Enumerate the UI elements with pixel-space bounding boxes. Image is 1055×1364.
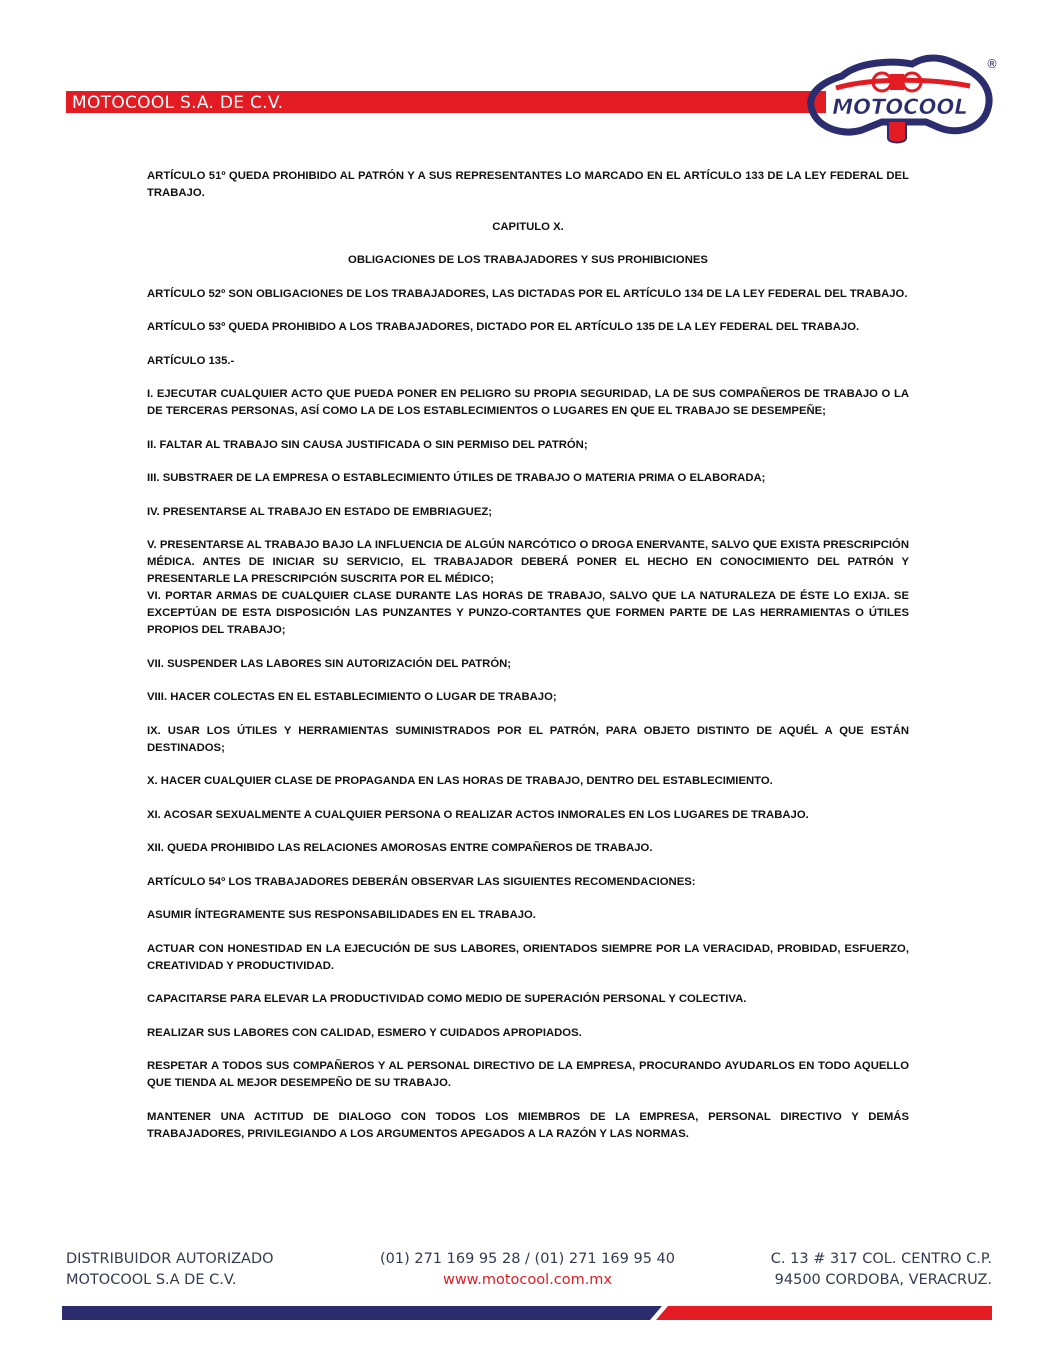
footer-stripe-red (656, 1306, 992, 1320)
article-51: ARTÍCULO 51º QUEDA PROHIBIDO AL PATRÓN Y A SUS REPRESENTANTES LO MARCADO EN EL ARTÍCULO 133 DE LA LEY FEDERAL DEL TRABAJO. (147, 170, 909, 199)
item-vii: VII. SUSPENDER LAS LABORES SIN AUTORIZACIÓN DEL PATRÓN; (147, 657, 512, 670)
footer-phones: (01) 271 169 95 28 / (01) 271 169 95 40 (379, 1251, 675, 1267)
recommendation-3: CAPACITARSE PARA ELEVAR LA PRODUCTIVIDAD COMO MEDIO DE SUPERACIÓN PERSONAL Y COLECTIVA. (147, 993, 747, 1005)
footer-address-line1: C. 13 # 317 COL. CENTRO C.P. (770, 1251, 992, 1267)
recommendation-5: RESPETAR A TODOS SUS COMPAÑEROS Y AL PERSONAL DIRECTIVO DE LA EMPRESA, PROCURANDO AYUDARLOS EN TODO AQUELLO QUE TIENDA AL MEJOR DESEMPEÑO DE SU TRABAJO. (147, 1060, 909, 1089)
chapter-title: OBLIGACIONES DE LOS TRABAJADORES Y SUS PROHIBICIONES (348, 254, 708, 266)
item-v: V. PRESENTARSE AL TRABAJO BAJO LA INFLUENCIA DE ALGÚN NARCÓTICO O DROGA ENERVANTE, SALVO QUE EXISTA PRESCRIPCIÓN MÉDICA. ANTES DE INICIAR SU SERVICIO, EL TRABAJADOR DEBERÁ PONER EL HECHO EN CONOCIMIENTO DEL PATRÓN Y PRESENTARLE LA PRESCRIPCIÓN SUSCRITA POR EL MÉDICO; (147, 539, 909, 585)
item-ix: IX. USAR LOS ÚTILES Y HERRAMIENTAS SUMINISTRADOS POR EL PATRÓN, PARA OBJETO DISTINTO DE AQUÉL A QUE ESTÁN DESTINADOS; (147, 724, 909, 754)
document-body (147, 168, 909, 1159)
recommendation-6: MANTENER UNA ACTITUD DE DIALOGO CON TODOS LOS MIEMBROS DE LA EMPRESA, PERSONAL DIRECTIVO Y DEMÁS TRABAJADORES, PRIVILEGIANDO A LOS ARGUMENTOS APEGADOS A LA RAZÓN Y LAS NORMAS. (147, 1110, 909, 1140)
footer-address (700, 1249, 992, 1291)
footer-website-link[interactable]: www.motocool.com.mx (442, 1272, 613, 1288)
footer-address-line2: 94500 CORDOBA, VERACRUZ. (774, 1272, 992, 1288)
footer-stripe (62, 1306, 992, 1320)
company-name-header: MOTOCOOL S.A. DE C.V. (72, 93, 284, 113)
logo-fork (888, 122, 906, 143)
item-vi: VI. PORTAR ARMAS DE CUALQUIER CLASE DURANTE LAS HORAS DE TRABAJO, SALVO QUE LA NATURALEZA DE ÉSTE LO EXIJA. SE EXCEPTÚAN DE ESTA DISPOSICIÓN LAS PUNZANTES Y PUNZO-CORTANTES QUE FORMEN PARTE DE LAS HERRAMIENTAS O ÚTILES PROPIOS DEL TRABAJO; (147, 590, 909, 636)
footer-distributor (66, 1249, 274, 1291)
chapter-heading: CAPITULO X. (492, 220, 564, 233)
logo-engine-block (890, 74, 904, 90)
article-53: ARTÍCULO 53º QUEDA PROHIBIDO A LOS TRABAJADORES, DICTADO POR EL ARTÍCULO 135 DE LA LEY FEDERAL DEL TRABAJO. (147, 321, 860, 333)
article-52: ARTÍCULO 52º SON OBLIGACIONES DE LOS TRABAJADORES, LAS DICTADAS POR EL ARTÍCULO 134 DE LA LEY FEDERAL DEL TRABAJO. (147, 287, 908, 300)
footer-stripe-navy (62, 1306, 662, 1320)
item-iii: III. SUBSTRAER DE LA EMPRESA O ESTABLECIMIENTO ÚTILES DE TRABAJO O MATERIA PRIMA O ELABORADA; (147, 472, 766, 484)
item-x: X. HACER CUALQUIER CLASE DE PROPAGANDA EN LAS HORAS DE TRABAJO, DENTRO DEL ESTABLECIMIENTO. (147, 775, 773, 787)
article-54: ARTÍCULO 54º LOS TRABAJADORES DEBERÁN OBSERVAR LAS SIGUIENTES RECOMENDACIONES: (147, 875, 696, 888)
article-135-heading: ARTÍCULO 135.- (147, 354, 235, 367)
item-ii: II. FALTAR AL TRABAJO SIN CAUSA JUSTIFICADA O SIN PERMISO DEL PATRÓN; (147, 438, 588, 451)
logo-wordmark: MOTOCOOL (832, 95, 968, 119)
item-xii: XII. QUEDA PROHIBIDO LAS RELACIONES AMOROSAS ENTRE COMPAÑEROS DE TRABAJO. (147, 842, 653, 854)
footer-contact (330, 1249, 725, 1291)
recommendation-4: REALIZAR SUS LABORES CON CALIDAD, ESMERO Y CUIDADOS APROPIADOS. (147, 1026, 582, 1039)
recommendation-1: ASUMIR ÍNTEGRAMENTE SUS RESPONSABILIDADES EN EL TRABAJO. (147, 909, 536, 921)
item-xi: XI. ACOSAR SEXUALMENTE A CUALQUIER PERSONA O REALIZAR ACTOS INMORALES EN LOS LUGARES DE TRABAJO. (147, 808, 809, 821)
recommendation-2: ACTUAR CON HONESTIDAD EN LA EJECUCIÓN DE SUS LABORES, ORIENTADOS SIEMPRE POR LA VERACIDAD, PROBIDAD, ESFUERZO, CREATIVIDAD Y PRODUCTIVIDAD. (147, 942, 909, 972)
motocool-logo (800, 42, 1000, 152)
footer-distributor-line1: DISTRIBUIDOR AUTORIZADO (66, 1251, 274, 1267)
item-iv: IV. PRESENTARSE AL TRABAJO EN ESTADO DE EMBRIAGUEZ; (147, 505, 493, 518)
item-viii: VIII. HACER COLECTAS EN EL ESTABLECIMIENTO O LUGAR DE TRABAJO; (147, 691, 557, 703)
item-i: I. EJECUTAR CUALQUIER ACTO QUE PUEDA PONER EN PELIGRO SU PROPIA SEGURIDAD, LA DE SUS COMPAÑEROS DE TRABAJO O LA DE TERCERAS PERSONAS, ASÍ COMO LA DE LOS ESTABLECIMIENTOS O LUGARES EN QUE EL TRABAJO SE DESEMPEÑE; (147, 388, 909, 417)
footer-distributor-line2: MOTOCOOL S.A DE C.V. (66, 1272, 237, 1288)
registered-mark: ® (986, 57, 998, 71)
